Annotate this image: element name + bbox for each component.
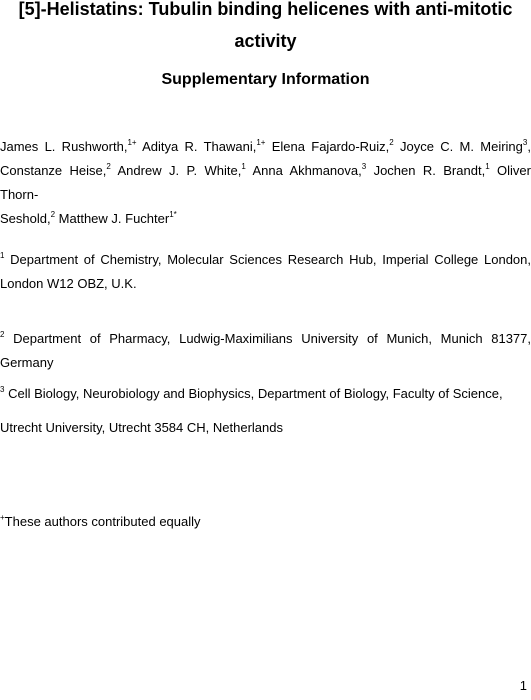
author-name: Matthew J. Fuchter	[58, 211, 170, 226]
paper-title-line-1: [5]-Helistatins: Tubulin binding helicenes with anti-mitotic	[18, 0, 513, 19]
affiliation-mark: 2	[0, 330, 5, 339]
author-affiliation-mark: 2	[389, 138, 394, 147]
author-affiliation-mark: 1+	[256, 138, 266, 147]
author-line-1: James L. Rushworth,$^{1+}$ Aditya R. Thawani,$^{1+}$ Elena Fajardo-Ruiz,$^2$ Joyce C. M. Meiring$^3$,	[0, 138, 531, 154]
author-list	[0, 135, 531, 231]
author-name: Aditya R. Thawani,	[142, 139, 257, 154]
affiliation-text: Department of Pharmacy, Ludwig-Maximilians University of Munich, Munich 81377,	[13, 331, 531, 346]
equal-contribution-footnote	[0, 510, 531, 534]
affiliation-2	[0, 327, 531, 375]
author-affiliation-mark: 3	[361, 162, 367, 171]
footnote-mark: +	[0, 513, 5, 522]
affiliation-text-continued: Germany	[0, 355, 54, 370]
author-name: Andrew J. P. White,	[117, 163, 242, 178]
author-line-2	[0, 159, 531, 207]
author-affiliation-mark: 2	[106, 162, 111, 171]
affiliation-mark: 1	[0, 251, 5, 260]
author-name-split: Oliver Thorn-	[0, 163, 531, 202]
author-name: Constanze Heise,	[0, 163, 107, 178]
affiliation-1	[0, 248, 531, 296]
affiliation-3	[0, 382, 531, 406]
affiliation-text-continued: Utrecht University, Utrecht 3584 CH, Netherlands	[0, 420, 283, 435]
affiliation-text: Department of Chemistry, Molecular Sciences Research Hub, Imperial College London,	[10, 252, 531, 267]
author-affiliation-mark: 1	[241, 162, 246, 171]
author-name-continued: Seshold,	[0, 211, 51, 226]
supplementary-information-heading: Supplementary Information	[161, 71, 370, 88]
author-affiliation-mark: 1*	[169, 210, 177, 219]
author-name: James L. Rushworth,	[0, 139, 128, 154]
author-affiliation-mark: 3	[522, 138, 528, 147]
affiliation-text-continued: London W12 OBZ, U.K.	[0, 276, 137, 291]
affiliation-3-continued	[0, 416, 531, 440]
author-name: Jochen R. Brandt,	[373, 163, 486, 178]
author-affiliation-mark: 1+	[127, 138, 137, 147]
affiliation-mark: 3	[0, 385, 5, 394]
author-name: Joyce C. M. Meiring	[400, 139, 523, 154]
author-name: Anna Akhmanova,	[252, 163, 362, 178]
footnote-text: These authors contributed equally	[4, 514, 201, 529]
page-number: 1	[519, 678, 527, 693]
author-affiliation-mark: 2	[50, 210, 56, 219]
author-name: Elena Fajardo-Ruiz,	[271, 139, 390, 154]
author-affiliation-mark: 1	[485, 162, 490, 171]
affiliation-text: Cell Biology, Neurobiology and Biophysics, Department of Biology, Faculty of Science,	[8, 386, 503, 401]
author-line-3	[0, 207, 531, 231]
paper-title-line-2: activity	[234, 31, 297, 51]
